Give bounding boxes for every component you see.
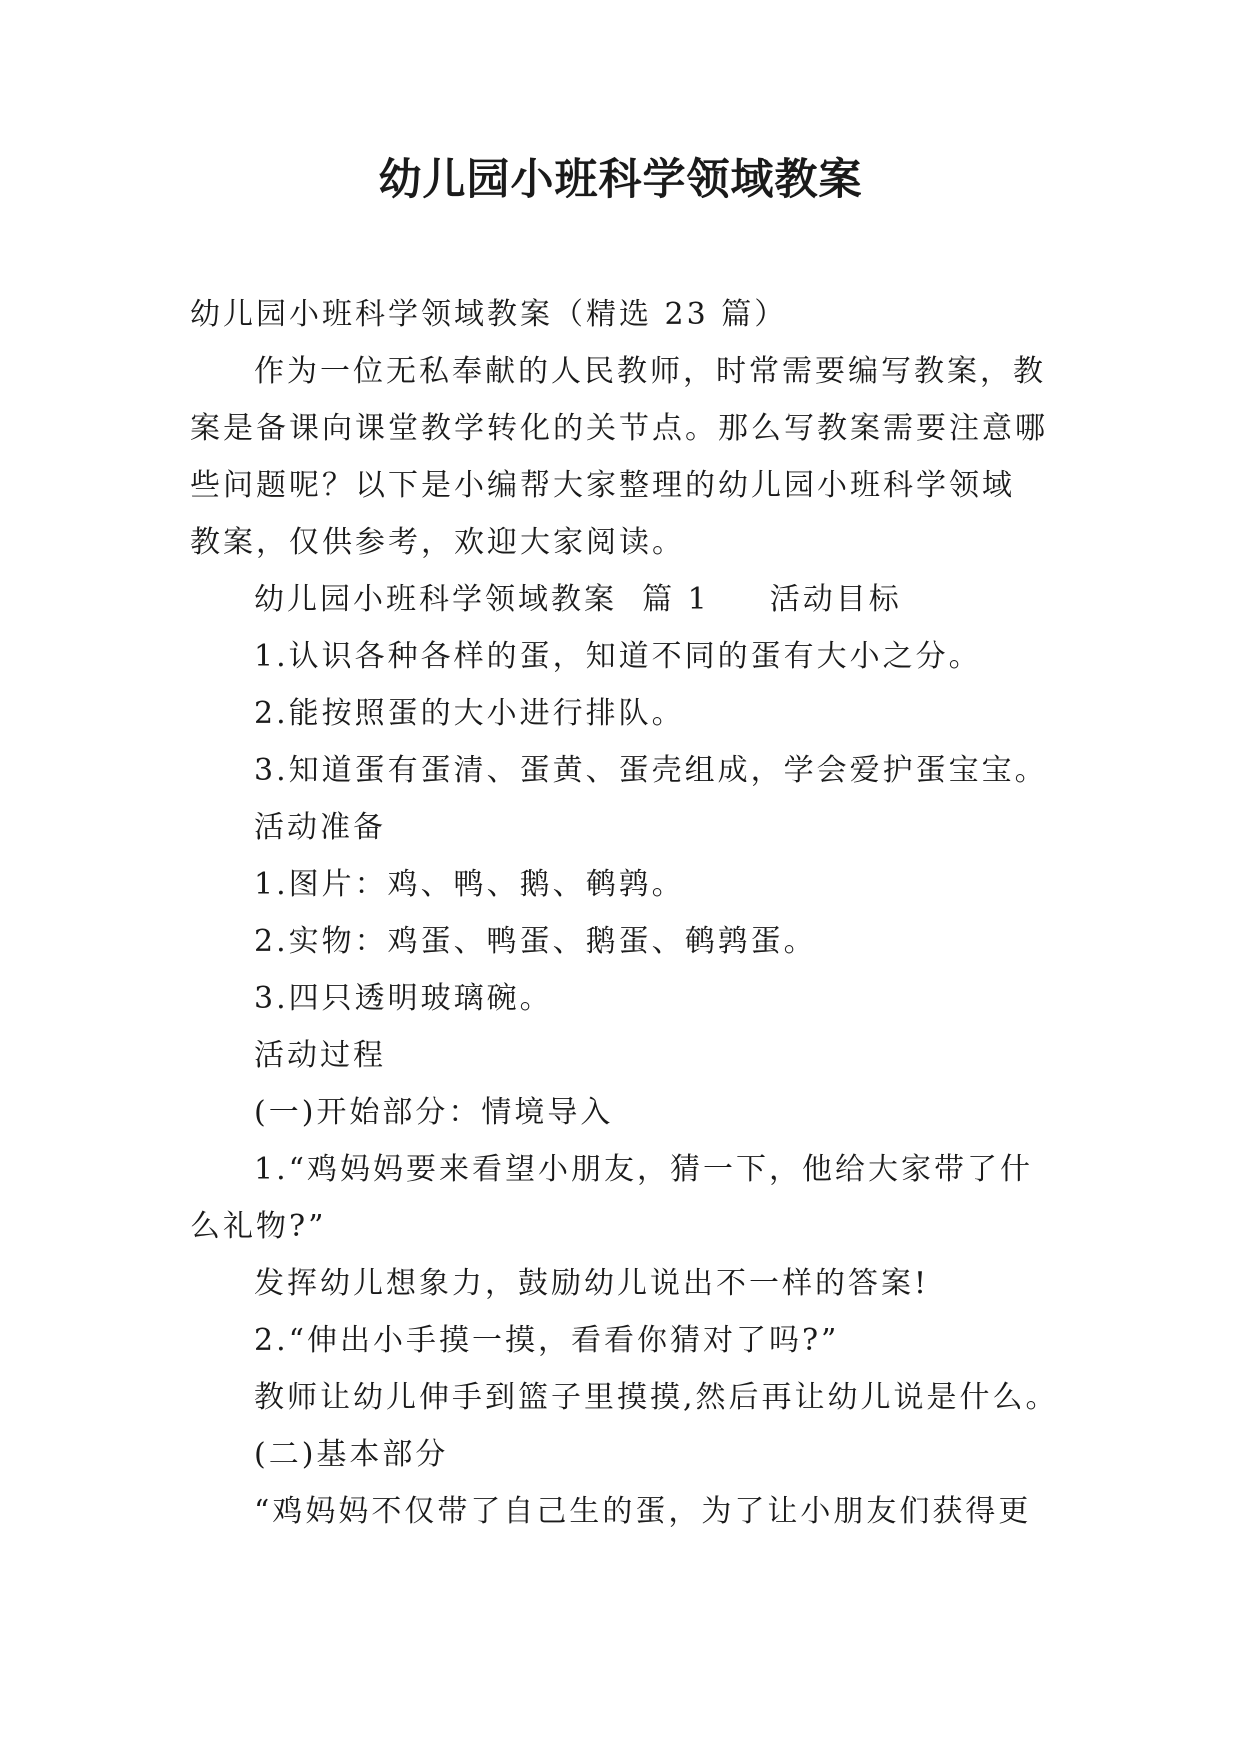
text-line: “鸡妈妈不仅带了自己生的蛋，为了让小朋友们获得更 [254, 1494, 1032, 1529]
text-line: 些问题呢？以下是小编帮大家整理的幼儿园小班科学领域 [190, 468, 1015, 503]
text-line: 教师让幼儿伸手到篮子里摸摸,然后再让幼儿说是什么。 [254, 1380, 1059, 1415]
section-title: 幼儿园小班科学领域教案 篇 1 [254, 582, 710, 617]
text-line: 作为一位无私奉献的人民教师，时常需要编写教案，教 [254, 354, 1046, 389]
text-line: 活动过程 [254, 1038, 386, 1073]
document-body [190, 286, 1070, 1540]
text-line: 活动准备 [254, 810, 386, 845]
section-heading [190, 571, 1070, 628]
section-subtitle: 活动目标 [769, 582, 902, 617]
text-line: 么礼物?” [190, 1209, 327, 1244]
text-line: (二)基本部分 [254, 1437, 449, 1472]
text-line: 1.图片：鸡、鸭、鹅、鹌鹑。 [254, 867, 685, 902]
text-line: 2.实物：鸡蛋、鸭蛋、鹅蛋、鹌鹑蛋。 [254, 924, 817, 959]
text-line: 3.四只透明玻璃碗。 [254, 981, 553, 1016]
text-line: (一)开始部分：情境导入 [254, 1095, 614, 1130]
text-line: 3.知道蛋有蛋清、蛋黄、蛋壳组成，学会爱护蛋宝宝。 [254, 753, 1048, 788]
text-line: 2.能按照蛋的大小进行排队。 [254, 696, 685, 731]
text-line: 1.“鸡妈妈要来看望小朋友，猜一下，他给大家带了什 [254, 1152, 1033, 1187]
text-line: 1.认识各种各样的蛋，知道不同的蛋有大小之分。 [254, 639, 982, 674]
text-line: 2.“伸出小手摸一摸，看看你猜对了吗?” [254, 1323, 840, 1358]
text-line: 发挥幼儿想象力，鼓励幼儿说出不一样的答案! [254, 1266, 930, 1301]
text-line: 幼儿园小班科学领域教案（精选 23 篇） [190, 297, 788, 332]
text-line: 案是备课向课堂教学转化的关节点。那么写教案需要注意哪 [190, 411, 1048, 446]
document-title: 幼儿园小班科学领域教案 [378, 155, 863, 205]
text-line: 教案，仅供参考，欢迎大家阅读。 [190, 525, 685, 560]
